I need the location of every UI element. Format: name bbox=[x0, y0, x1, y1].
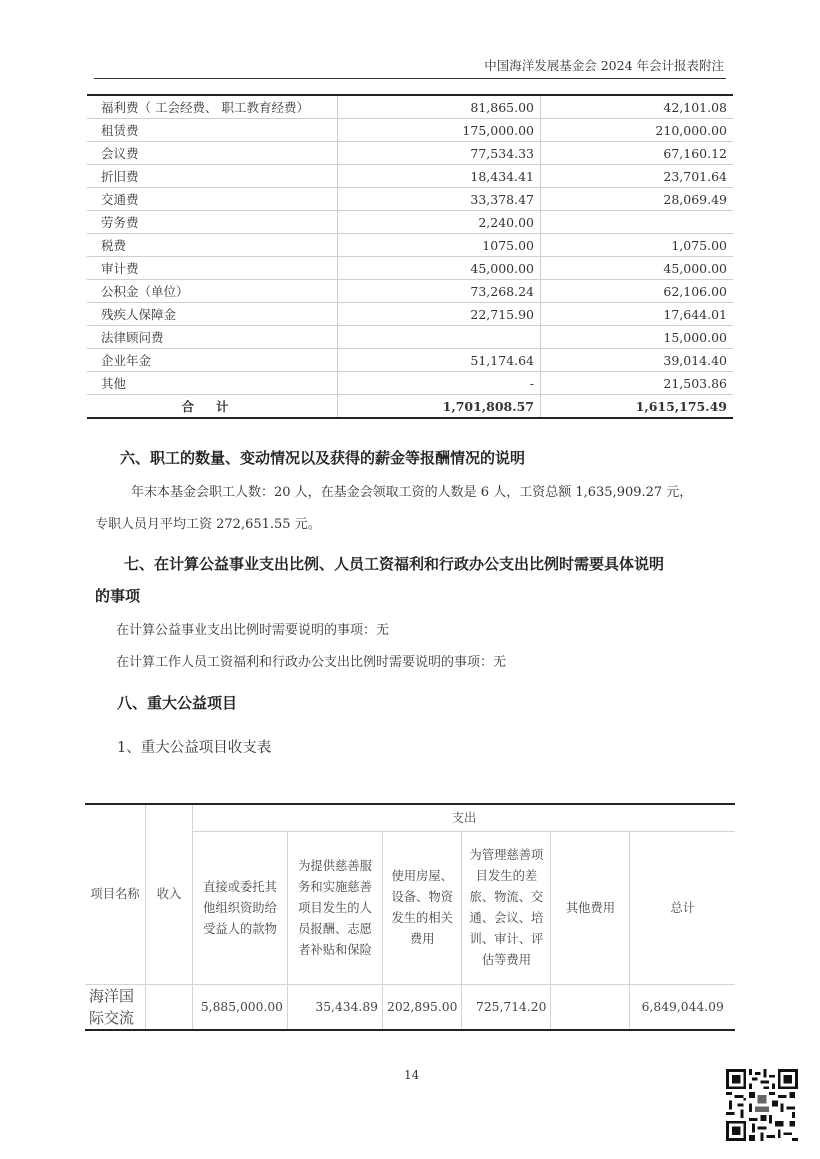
page-number: 14 bbox=[404, 1068, 420, 1082]
expense-prior-amount: 15,000.00 bbox=[541, 326, 734, 349]
expense-prior-amount: 21,503.86 bbox=[541, 372, 734, 395]
expense-prior-amount: 45,000.00 bbox=[541, 257, 734, 280]
expense-current-amount: 22,715.90 bbox=[338, 303, 541, 326]
expense-item-name: 交通费 bbox=[87, 188, 338, 211]
expense-prior-amount: 17,644.01 bbox=[541, 303, 734, 326]
header-col-total: 总计 bbox=[630, 832, 735, 985]
expense-item-name: 企业年金 bbox=[87, 349, 338, 372]
document-header-title: 中国海洋发展基金会 2024 年会计报表附注 bbox=[484, 58, 724, 73]
expense-current-amount: 51,174.64 bbox=[338, 349, 541, 372]
expense-prior-amount: 1,075.00 bbox=[541, 234, 734, 257]
expense-current-amount: 77,534.33 bbox=[338, 142, 541, 165]
expense-prior-amount: 67,160.12 bbox=[541, 142, 734, 165]
expense-item-name: 劳务费 bbox=[87, 211, 338, 234]
header-income: 收入 bbox=[146, 804, 193, 985]
expense-current-amount: 73,268.24 bbox=[338, 280, 541, 303]
project-other bbox=[551, 985, 630, 1031]
header-divider bbox=[94, 78, 726, 79]
table-row bbox=[87, 165, 733, 188]
expense-current-amount: - bbox=[338, 372, 541, 395]
table-row bbox=[87, 257, 733, 280]
expense-current-amount: 175,000.00 bbox=[338, 119, 541, 142]
table-row bbox=[87, 188, 733, 211]
expense-prior-amount: 28,069.49 bbox=[541, 188, 734, 211]
expense-item-name: 折旧费 bbox=[87, 165, 338, 188]
expense-prior-amount bbox=[541, 211, 734, 234]
project-income bbox=[146, 985, 193, 1031]
section-8-subheading: 1、重大公益项目收支表 bbox=[117, 740, 272, 756]
expense-item-name: 审计费 bbox=[87, 257, 338, 280]
section-7-item-1: 在计算公益事业支出比例时需要说明的事项：无 bbox=[116, 623, 390, 638]
total-row bbox=[87, 395, 733, 419]
expense-item-name: 其他 bbox=[87, 372, 338, 395]
qr-code-icon bbox=[726, 1069, 798, 1141]
section-7-item-2: 在计算工作人员工资福利和行政办公支出比例时需要说明的事项：无 bbox=[116, 655, 507, 670]
table-row bbox=[87, 142, 733, 165]
project-total: 6,849,044.09 bbox=[630, 985, 735, 1031]
header-project-name: 项目名称 bbox=[85, 804, 146, 985]
expense-item-name: 法律顾问费 bbox=[87, 326, 338, 349]
expense-prior-amount: 39,014.40 bbox=[541, 349, 734, 372]
expense-item-name: 福利费（ 工会经费、 职工教育经费） bbox=[87, 95, 338, 119]
total-current-amount: 1,701,808.57 bbox=[338, 395, 541, 419]
table-row bbox=[87, 280, 733, 303]
table-row bbox=[87, 211, 733, 234]
table-row bbox=[87, 119, 733, 142]
expense-current-amount: 2,240.00 bbox=[338, 211, 541, 234]
section-6-line-1: 年末本基金会职工人数：20 人，在基金会领取工资的人数是 6 人，工资总额 1,635,909.27 元， bbox=[131, 485, 693, 500]
expense-current-amount: 45,000.00 bbox=[338, 257, 541, 280]
expense-current-amount: 33,378.47 bbox=[338, 188, 541, 211]
expense-prior-amount: 62,106.00 bbox=[541, 280, 734, 303]
total-label: 合计 bbox=[87, 395, 338, 419]
expense-item-name: 税费 bbox=[87, 234, 338, 257]
project-facilities: 202,895.00 bbox=[383, 985, 462, 1031]
project-direct-aid: 5,885,000.00 bbox=[193, 985, 288, 1031]
section-7-heading-line-1: 七、在计算公益事业支出比例、人员工资福利和行政办公支出比例时需要具体说明 bbox=[124, 555, 665, 573]
total-prior-amount: 1,615,175.49 bbox=[541, 395, 734, 419]
project-management: 725,714.20 bbox=[462, 985, 551, 1031]
expense-current-amount bbox=[338, 326, 541, 349]
table-row bbox=[87, 326, 733, 349]
expense-prior-amount: 23,701.64 bbox=[541, 165, 734, 188]
section-7-heading-line-2: 的事项 bbox=[95, 587, 141, 605]
header-col-other: 其他费用 bbox=[551, 832, 630, 985]
project-table bbox=[85, 803, 735, 1031]
expense-item-name: 租赁费 bbox=[87, 119, 338, 142]
section-6-line-2: 专职人员月平均工资 272,651.55 元。 bbox=[95, 517, 321, 532]
table-row bbox=[85, 985, 735, 1031]
header-col-personnel: 为提供慈善服务和实施慈善项目发生的人员报酬、志愿者补贴和保险 bbox=[288, 832, 383, 985]
table-row bbox=[87, 349, 733, 372]
project-name: 海洋国际交流 bbox=[85, 985, 146, 1031]
header-col-management: 为管理慈善项目发生的差旅、物流、交通、会议、培训、审计、评估等费用 bbox=[462, 832, 551, 985]
expense-item-name: 残疾人保障金 bbox=[87, 303, 338, 326]
table-row bbox=[87, 234, 733, 257]
table-row bbox=[87, 303, 733, 326]
expense-item-name: 会议费 bbox=[87, 142, 338, 165]
expense-prior-amount: 210,000.00 bbox=[541, 119, 734, 142]
expense-item-name: 公积金（单位） bbox=[87, 280, 338, 303]
expense-table bbox=[87, 94, 733, 419]
header-col-direct-aid: 直接或委托其他组织资助给受益人的款物 bbox=[193, 832, 288, 985]
expense-current-amount: 81,865.00 bbox=[338, 95, 541, 119]
expense-current-amount: 18,434.41 bbox=[338, 165, 541, 188]
table-row bbox=[87, 95, 733, 119]
section-8-heading: 八、重大公益项目 bbox=[117, 694, 238, 712]
expense-current-amount: 1075.00 bbox=[338, 234, 541, 257]
header-expense-group: 支出 bbox=[193, 804, 736, 832]
table-row bbox=[87, 372, 733, 395]
header-col-facilities: 使用房屋、设备、物资发生的相关费用 bbox=[383, 832, 462, 985]
expense-prior-amount: 42,101.08 bbox=[541, 95, 734, 119]
section-6-heading: 六、职工的数量、变动情况以及获得的薪金等报酬情况的说明 bbox=[120, 449, 526, 467]
project-personnel: 35,434.89 bbox=[288, 985, 383, 1031]
